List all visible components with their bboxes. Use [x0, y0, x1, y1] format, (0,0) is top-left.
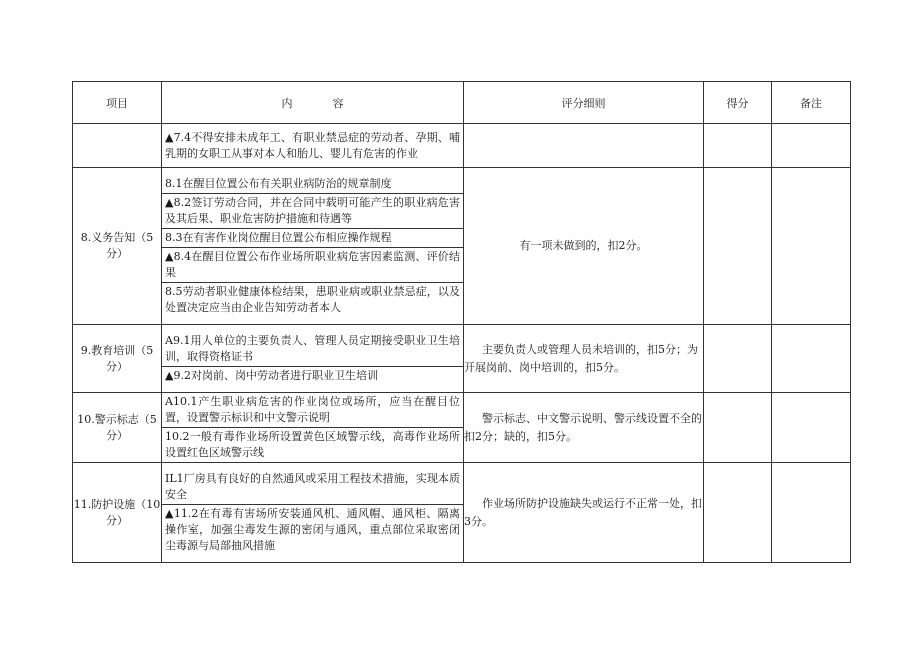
content-item: A10.1产生职业病危害的作业岗位或场所，应当在醒目位置，设置警示标识和中文警示说明 — [165, 395, 460, 424]
header-row — [73, 82, 851, 124]
row-contents — [162, 463, 464, 563]
score-cell[interactable] — [704, 393, 772, 463]
row-criteria: 有一项未做到的，扣2分。 — [464, 168, 704, 325]
header-score: 得分 — [704, 82, 772, 124]
row-item: 10.警示标志（5分） — [73, 393, 162, 463]
content-item: ▲8.4在醒目位置公布作业场所职业病危害因素监测、评价结果 — [162, 247, 463, 282]
score-cell[interactable] — [704, 325, 772, 393]
table-row — [73, 168, 851, 325]
remarks-cell[interactable] — [772, 393, 851, 463]
table-row — [73, 463, 851, 563]
header-remarks: 备注 — [772, 82, 851, 124]
row-contents — [162, 168, 464, 325]
row-contents — [162, 325, 464, 393]
content-item: 8.1在醒目位置公布有关职业病防治的规章制度 — [165, 177, 392, 190]
row-criteria: 作业场所防护设施缺失或运行不正常一处，扣3分。 — [464, 463, 704, 563]
row-criteria: 主要负责人或管理人员未培训的，扣5分；为开展岗前、岗中培训的，扣5分。 — [464, 325, 704, 393]
header-criteria: 评分细则 — [464, 82, 704, 124]
content-item: ▲8.2签订劳动合同，并在合同中载明可能产生的职业病危害及其后果、职业危害防护措施和待遇等 — [162, 193, 463, 228]
score-cell[interactable] — [704, 463, 772, 563]
table-row — [73, 393, 851, 463]
content-item: ▲9.2对岗前、岗中劳动者进行职业卫生培训 — [162, 366, 463, 385]
content-item: A9.1用人单位的主要负责人、管理人员定期接受职业卫生培训，取得资格证书 — [165, 334, 460, 363]
score-cell[interactable] — [704, 124, 772, 168]
header-content-left: 内 — [281, 96, 293, 110]
remarks-cell[interactable] — [772, 325, 851, 393]
remarks-cell[interactable] — [772, 463, 851, 563]
header-content-right: 容 — [332, 96, 344, 110]
content-item: ▲7.4不得安排未成年工、有职业禁忌症的劳动者、孕期、哺乳期的女职工从事对本人和胎儿、婴儿有危害的作业 — [165, 130, 460, 160]
header-item: 项目 — [73, 82, 162, 124]
row-criteria: 警示标志、中文警示说明、警示线设置不全的扣2分；缺的，扣5分。 — [464, 393, 704, 463]
row-contents — [162, 124, 464, 168]
scoring-table — [72, 81, 851, 563]
table-row — [73, 325, 851, 393]
row-contents — [162, 393, 464, 463]
row-item: 11.防护设施（10分） — [73, 463, 162, 563]
row-item — [73, 124, 162, 168]
content-item: IL1厂房具有良好的自然通风或采用工程技术措施，实现本质安全 — [165, 472, 460, 501]
content-item: 10.2一般有毒作业场所设置黄色区域警示线，高毒作业场所设置红色区域警示线 — [162, 427, 463, 462]
remarks-cell[interactable] — [772, 124, 851, 168]
row-criteria — [464, 124, 704, 168]
row-item: 8.义务告知（5分） — [73, 168, 162, 325]
score-cell[interactable] — [704, 168, 772, 325]
remarks-cell[interactable] — [772, 168, 851, 325]
row-item: 9.教育培训（5分） — [73, 325, 162, 393]
content-item: ▲11.2在有毒有害场所安装通风机、通风帽、通风柜、隔离操作室，加强尘毒发生源的密闭与通风，重点部位采取密闭尘毒源与局部抽风措施 — [162, 504, 463, 555]
header-content — [162, 82, 464, 124]
table-row — [73, 124, 851, 168]
content-item: 8.5劳动者职业健康体检结果，患职业病或职业禁忌症，以及处置决定应当由企业告知劳动者本人 — [162, 282, 463, 317]
content-item: 8.3在有害作业岗位醒目位置公布相应操作规程 — [162, 228, 463, 247]
